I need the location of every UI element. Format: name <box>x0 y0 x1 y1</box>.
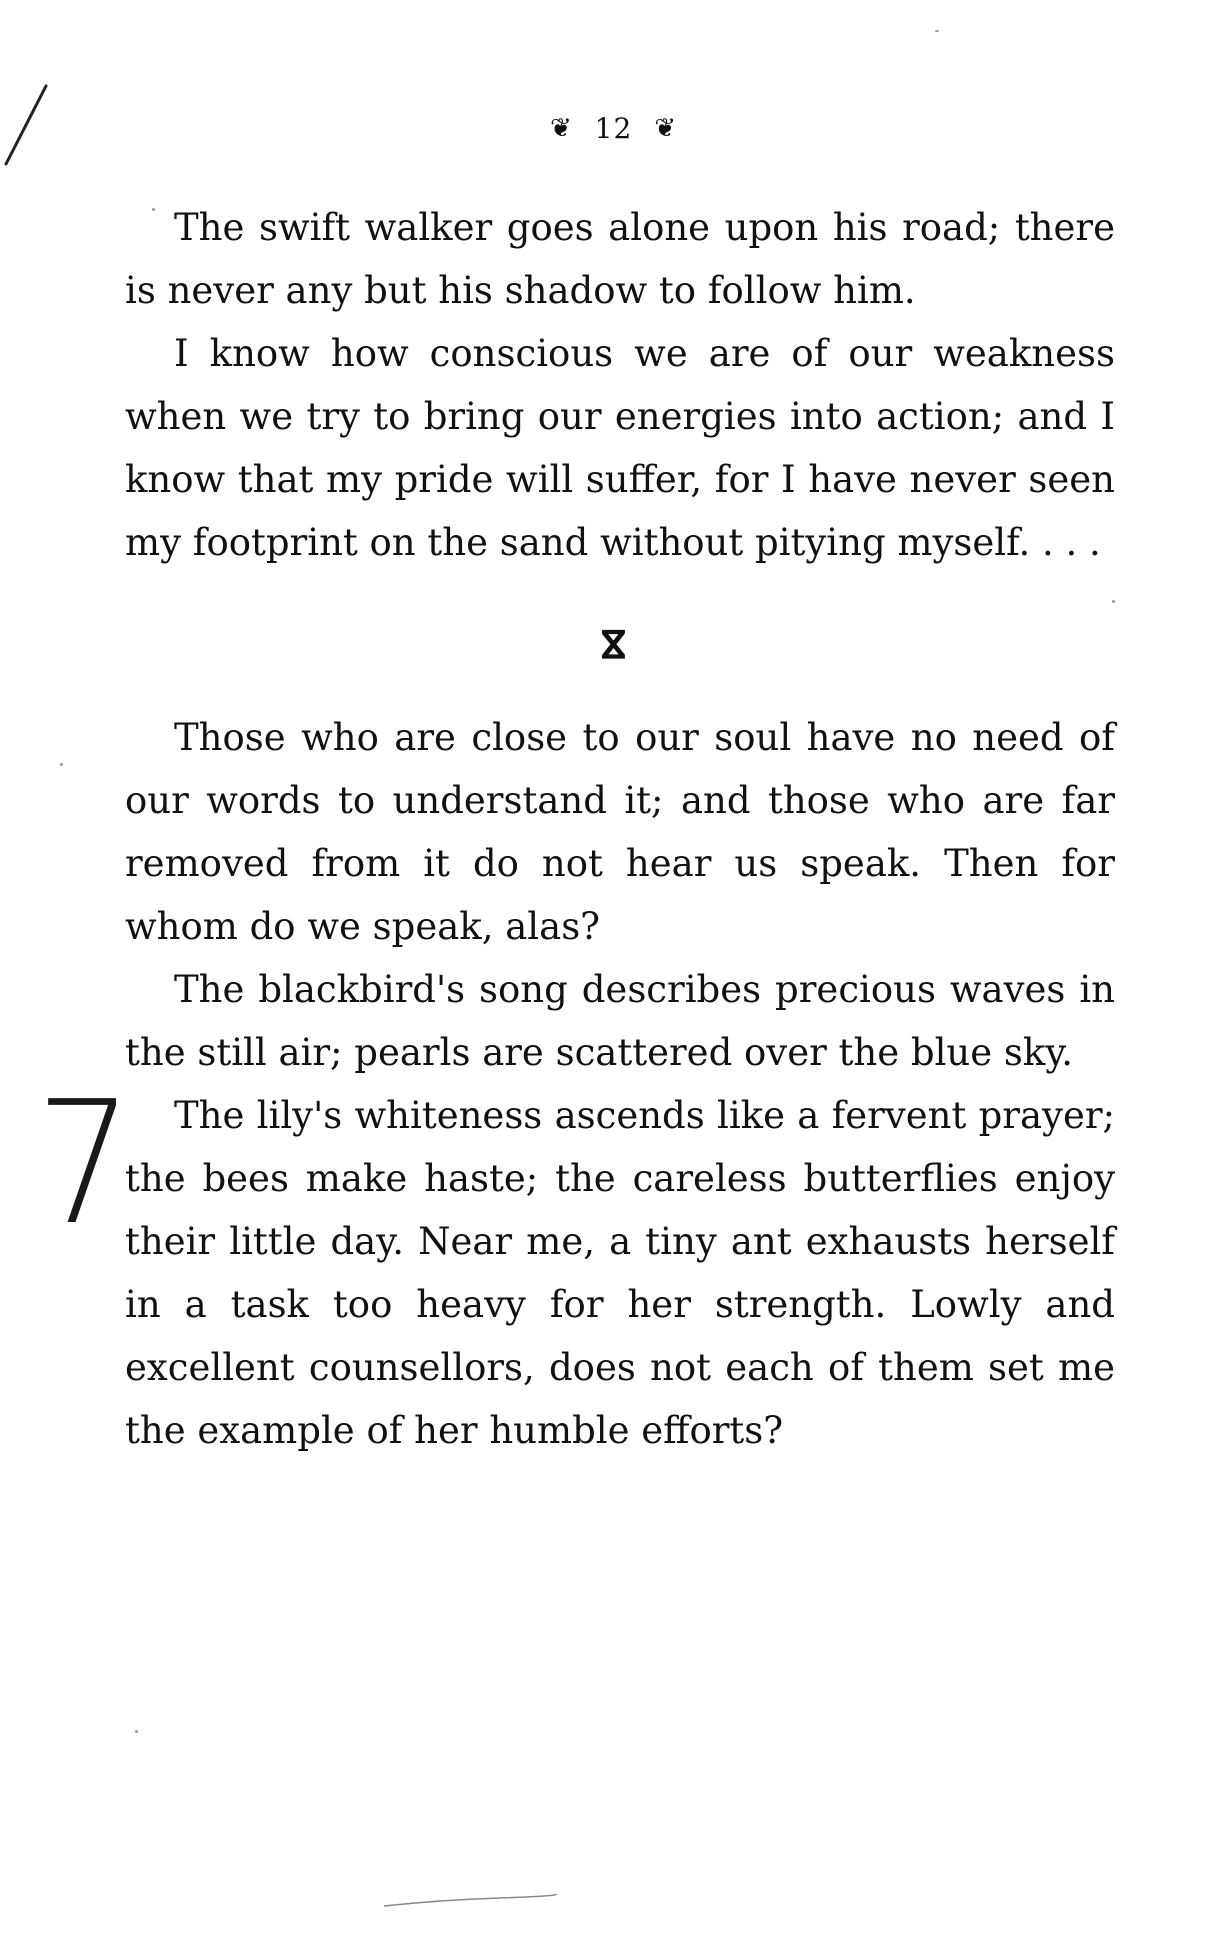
paragraph: The lily's whiteness ascends like a fervent prayer; the bees make haste; the careless butterflies enjoy their little day. Near me, a tiny ant exhausts herself in a task too heavy for her strength. Lowly and excellent counsellors, does not each of them set me the example of her humble efforts? <box>125 1094 1115 1452</box>
scan-speck <box>152 208 155 211</box>
paragraph: The blackbird's song describes precious waves in the still air; pearls are scattered over the blue sky. <box>125 968 1115 1074</box>
margin-number-glyph: 7 <box>35 1065 133 1263</box>
paragraph: Those who are close to our soul have no need of our words to understand it; and those who are far removed from it do not hear us speak. Then for whom do we speak, alas? <box>125 716 1115 948</box>
scan-speck <box>135 1730 138 1733</box>
paragraph: The swift walker goes alone upon his road; there is never any but his shadow to follow him. <box>125 206 1115 312</box>
section-1 <box>125 196 1115 574</box>
fleuron-right-icon: ❦ <box>654 113 678 144</box>
section-2 <box>125 706 1115 1462</box>
fleuron-left-icon: ❦ <box>549 113 573 144</box>
scan-smudge <box>380 1890 560 1914</box>
paragraph: I know how conscious we are of our weakness when we try to bring our energies into action; and I know that my pride will suffer, for I have never seen my footprint on the sand without pitying myself. . . . <box>125 332 1115 564</box>
page-number: 12 <box>594 112 633 145</box>
section-divider-ornament-icon: ⴵ <box>601 622 626 667</box>
scan-speck <box>1112 600 1115 603</box>
scan-speck <box>60 763 63 766</box>
page-header <box>0 110 1227 145</box>
handwritten-margin-number <box>32 1065 133 1263</box>
scan-speck <box>935 30 939 32</box>
